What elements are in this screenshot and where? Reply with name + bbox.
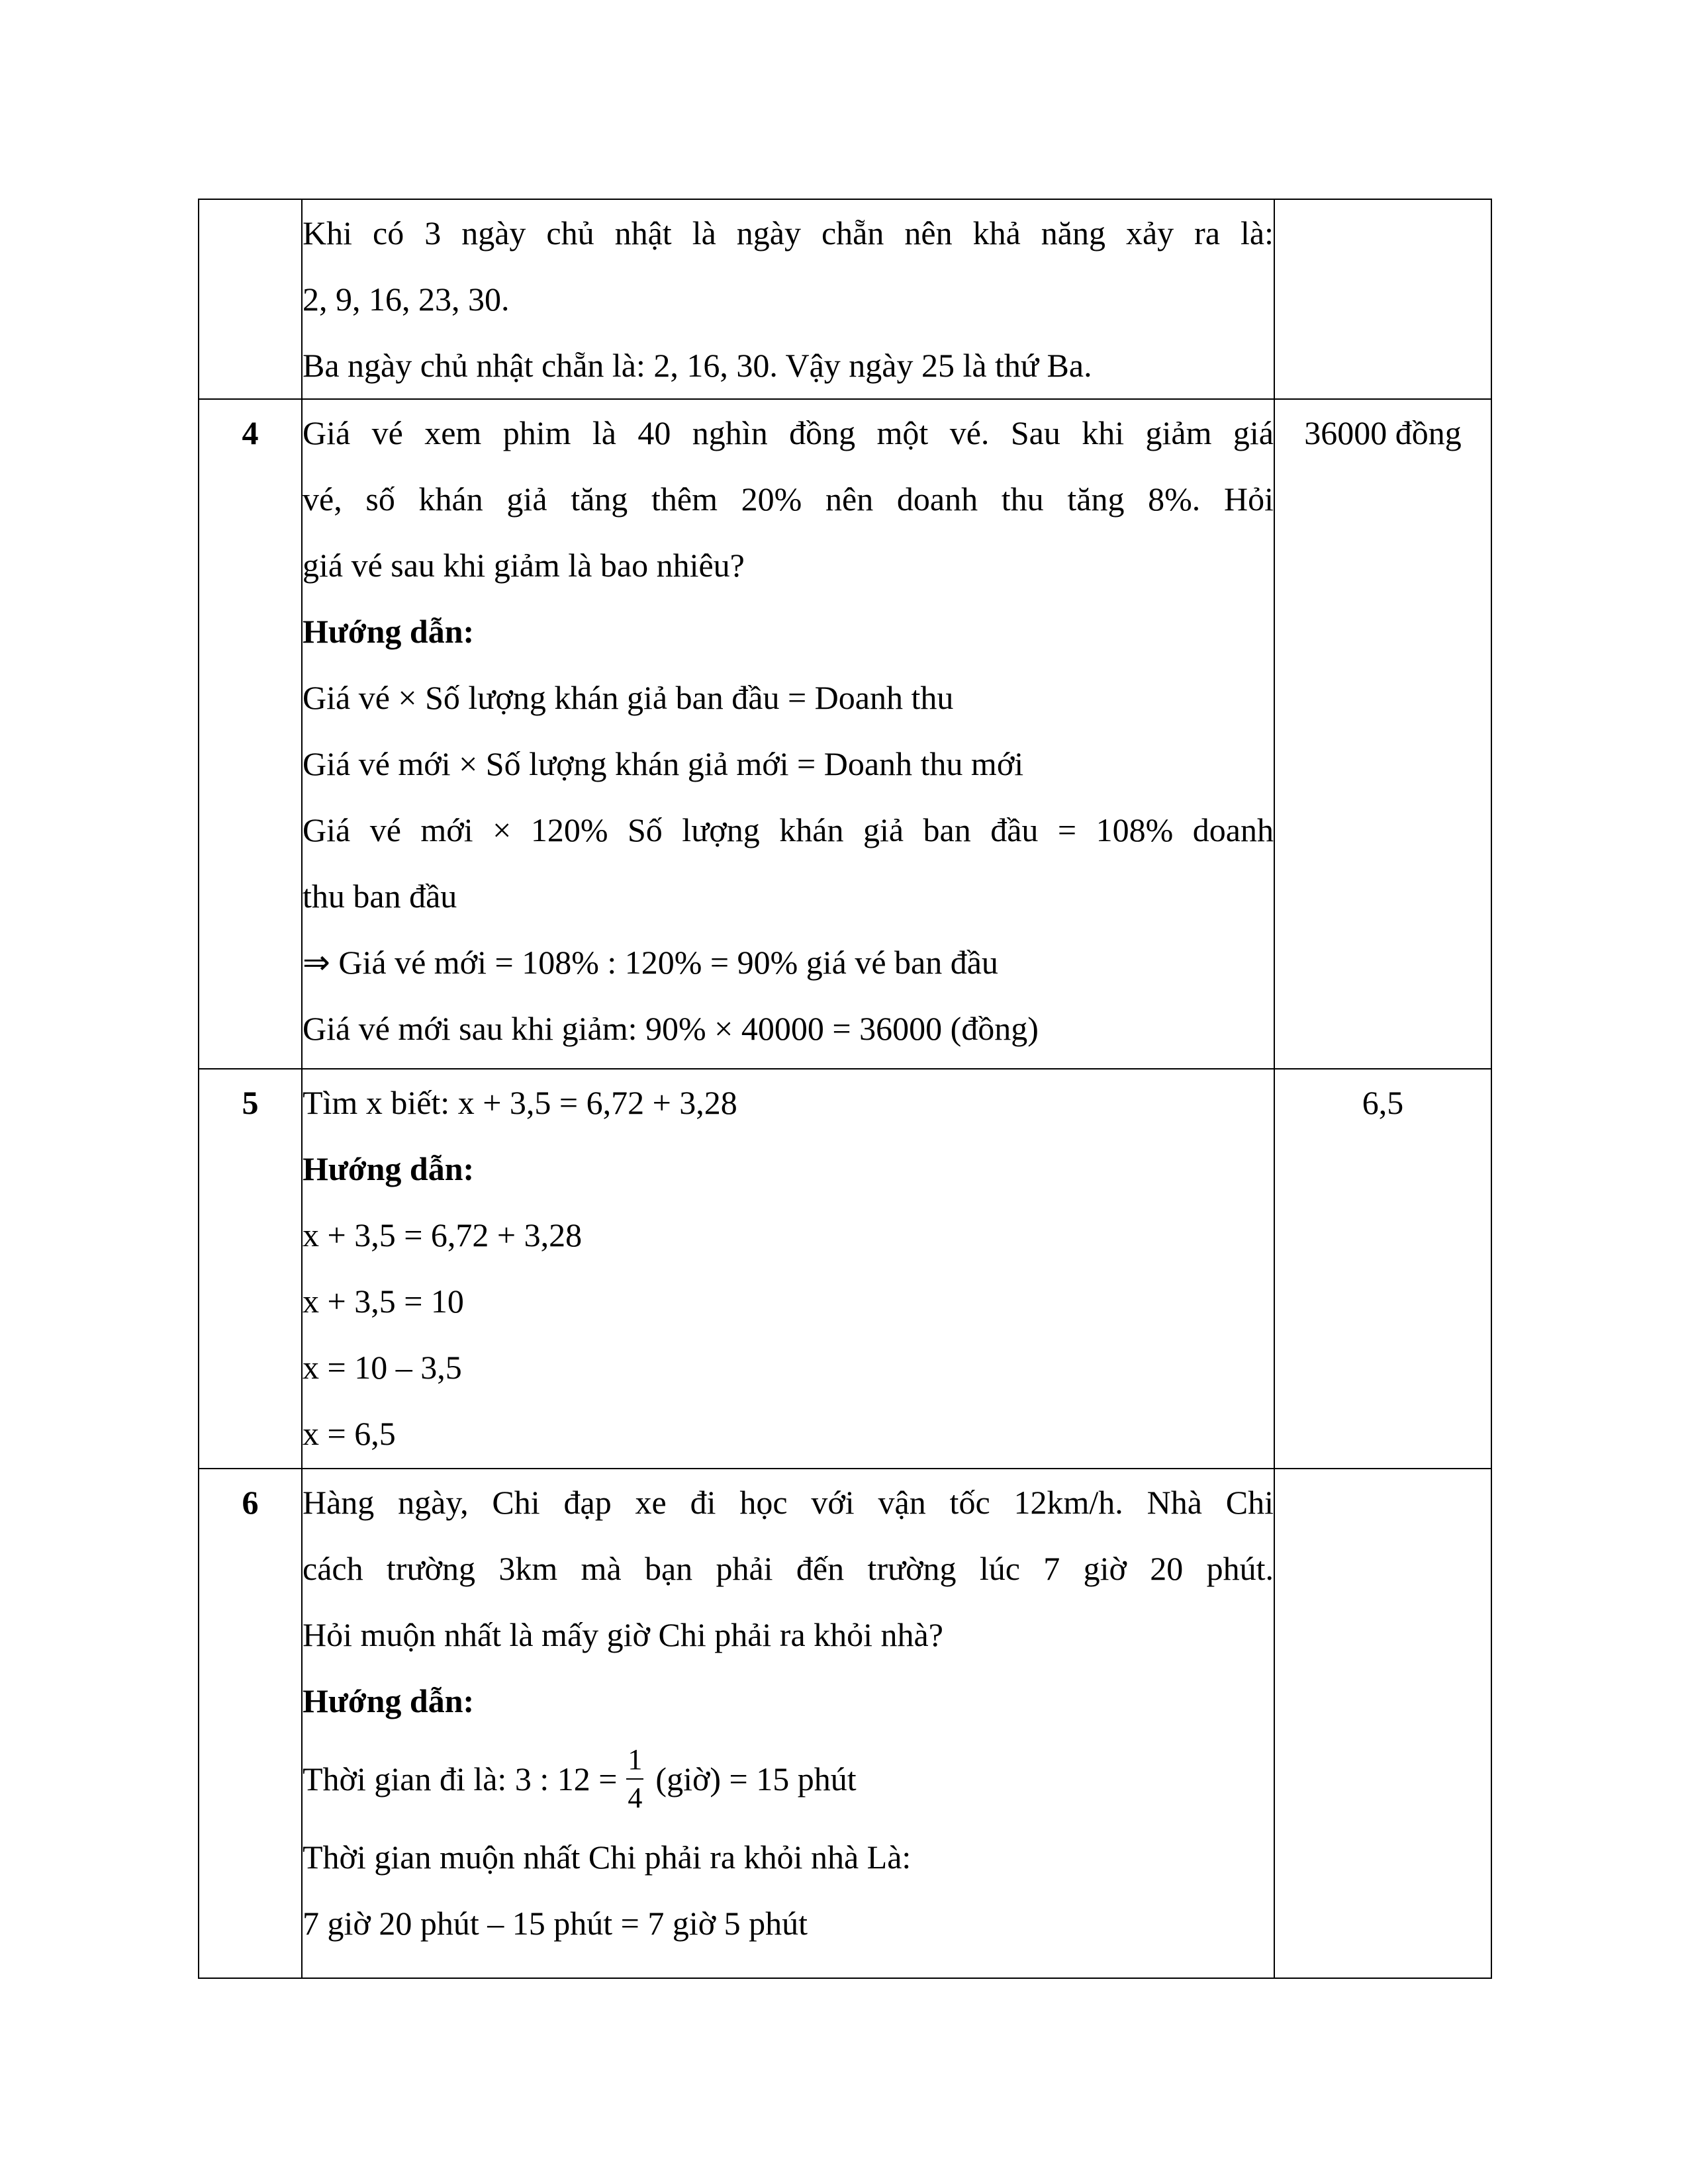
question-number-cell: 4 bbox=[199, 399, 302, 1069]
guide-line: thu ban đầu bbox=[303, 878, 457, 915]
guide-line: Giá vé × Số lượng khán giả ban đầu = Doanh thu bbox=[303, 679, 954, 716]
fraction-bar bbox=[626, 1778, 643, 1780]
guide-line: x = 6,5 bbox=[303, 1415, 396, 1452]
table-row bbox=[199, 399, 1491, 1069]
answer-cell: 6,5 bbox=[1274, 1069, 1491, 1469]
content-cell bbox=[302, 399, 1274, 1069]
table-row bbox=[199, 199, 1491, 399]
guide-line: Giá vé mới × 120% Số lượng khán giả ban đầu = 108% doanh bbox=[303, 811, 1274, 848]
fraction-numerator: 1 bbox=[628, 1743, 643, 1776]
guide-line: ⇒ Giá vé mới = 108% : 120% = 90% giá vé ban đầu bbox=[303, 944, 998, 981]
answer-cell bbox=[1274, 1469, 1491, 1978]
content-cell bbox=[302, 1069, 1274, 1469]
question-number-cell: 6 bbox=[199, 1469, 302, 1978]
guide-line: Thời gian muộn nhất Chi phải ra khỏi nhà Là: bbox=[303, 1839, 912, 1876]
fraction bbox=[626, 1745, 643, 1813]
question-line: cách trường 3km mà bạn phải đến trường lúc 7 giờ 20 phút. bbox=[303, 1550, 1274, 1587]
guide-line: x + 3,5 = 10 bbox=[303, 1283, 464, 1320]
text-line: Khi có 3 ngày chủ nhật là ngày chẵn nên khả năng xảy ra là: bbox=[303, 214, 1274, 251]
guide-line: Giá vé mới sau khi giảm: 90% × 40000 = 36000 (đồng) bbox=[303, 1010, 1039, 1047]
table-row bbox=[199, 1469, 1491, 1978]
content-cell bbox=[302, 199, 1274, 399]
guide-label: Hướng dẫn: bbox=[303, 613, 475, 650]
text-line: Ba ngày chủ nhật chẵn là: 2, 16, 30. Vậy ngày 25 là thứ Ba. bbox=[303, 347, 1092, 384]
content-cell bbox=[302, 1469, 1274, 1978]
question-line: Hàng ngày, Chi đạp xe đi học với vận tốc 12km/h. Nhà Chi bbox=[303, 1484, 1274, 1521]
answer-cell: 36000 đồng bbox=[1274, 399, 1491, 1069]
guide-line: Giá vé mới × Số lượng khán giả mới = Doanh thu mới bbox=[303, 745, 1024, 782]
question-line: Giá vé xem phim là 40 nghìn đồng một vé. Sau khi giảm giá bbox=[303, 414, 1274, 451]
answer-table bbox=[198, 199, 1492, 1979]
guide-label: Hướng dẫn: bbox=[303, 1150, 475, 1187]
question-line: vé, số khán giả tăng thêm 20% nên doanh thu tăng 8%. Hỏi bbox=[303, 480, 1274, 518]
fraction-denominator: 4 bbox=[628, 1782, 643, 1814]
answer-cell bbox=[1274, 199, 1491, 399]
question-number-cell bbox=[199, 199, 302, 399]
fraction-after: (giờ) = 15 phút bbox=[655, 1760, 857, 1797]
guide-line: 7 giờ 20 phút – 15 phút = 7 giờ 5 phút bbox=[303, 1905, 808, 1942]
question-number-cell: 5 bbox=[199, 1069, 302, 1469]
question-line: Hỏi muộn nhất là mấy giờ Chi phải ra khỏi nhà? bbox=[303, 1616, 943, 1653]
fraction-line bbox=[303, 1734, 1274, 1824]
guide-line: x = 10 – 3,5 bbox=[303, 1349, 462, 1386]
guide-label: Hướng dẫn: bbox=[303, 1682, 475, 1719]
fraction-before: Thời gian đi là: 3 : 12 = bbox=[303, 1760, 618, 1797]
question-line: giá vé sau khi giảm là bao nhiêu? bbox=[303, 547, 745, 584]
text-line: 2, 9, 16, 23, 30. bbox=[303, 281, 510, 318]
question-line: Tìm x biết: x + 3,5 = 6,72 + 3,28 bbox=[303, 1084, 737, 1121]
guide-line: x + 3,5 = 6,72 + 3,28 bbox=[303, 1216, 583, 1253]
table-row bbox=[199, 1069, 1491, 1469]
